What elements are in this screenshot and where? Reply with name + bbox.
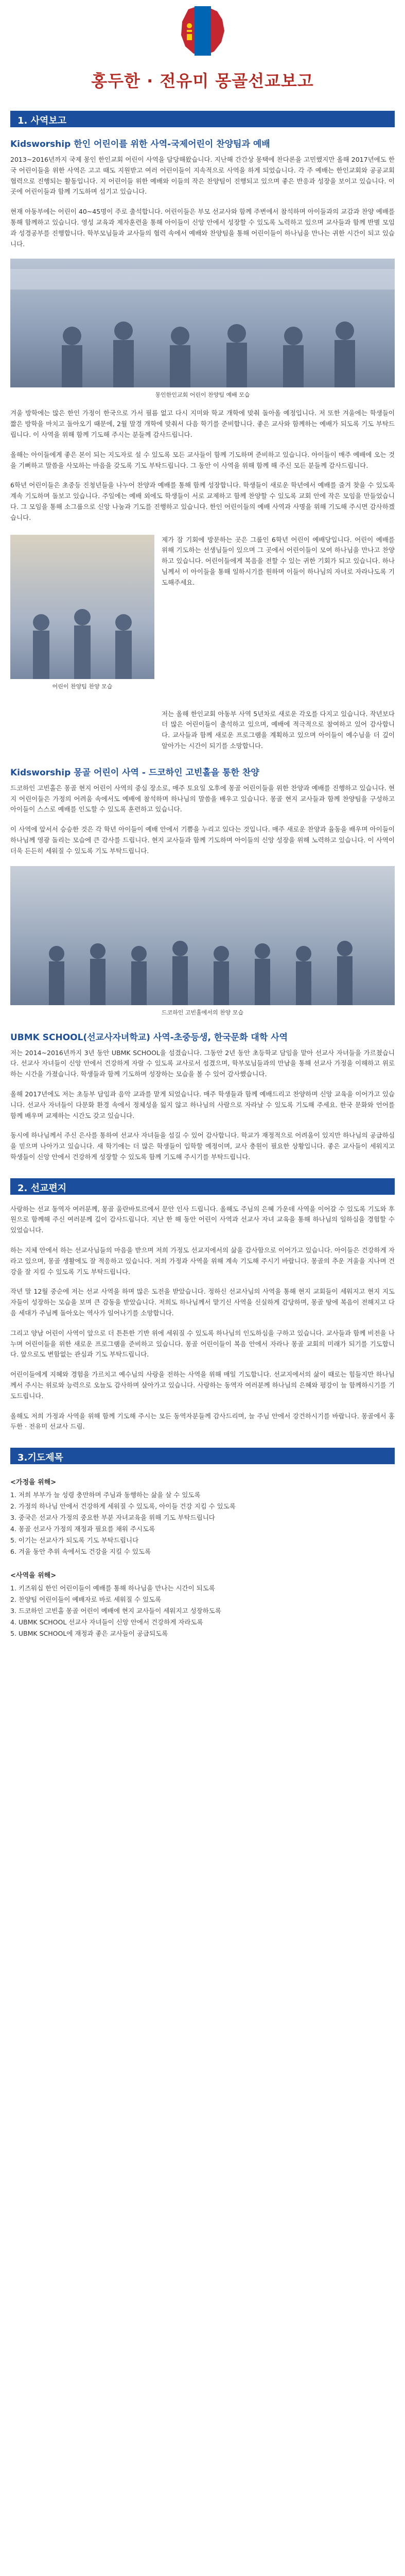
paragraph: 동시에 하나님께서 주신 은사를 통하여 선교사 자녀들을 섬길 수 있어 감사합니다. 학교가 재정적으로 어려움이 있지만 하나님의 공급하심을 믿으며 나아가고 있습니다. 새 학기에는 더 많은 학생들이 입학할 예정이며, 교사 충원이 필요한 상황입니다. 좋은 교사들이 세워지고 학생들이 신앙 안에서 건강하게 성장할 수 있도록 함께 기도해 주시기를 부탁드립니다. — [10, 1131, 395, 1161]
list-item: 4. 몽골 선교사 가정의 재정과 필요를 채워 주시도록 — [10, 1525, 155, 1533]
paragraph: 저는 올해 한인교회 아동부 사역 5년차로 새로운 각오를 다지고 있습니다. 작년보다 더 많은 어린이들이 출석하고 있으며, 예배에 적극적으로 참여하고 있어 감사합니다. 교사들과 함께 새로운 프로그램을 계획하고 있으며 아이들이 예수님을 더 깊이 알아가는 시간이 되기를 소망합니다. — [162, 709, 395, 750]
subheading-ubmk-school: UBMK SCHOOL(선교사자녀학교) 사역-초중등생, 한국문화 대학 사역 — [10, 1032, 288, 1043]
paragraph: 하는 지체 안에서 하는 선교사님들의 마음을 받으며 저희 가정도 선교지에서의 삶을 감사함으로 이어가고 있습니다. 아이들은 건강하게 자라고 있으며, 몽골 생활에도 잘 적응하고 있습니다. 저희 가정과 사역을 위해 계속 기도해 주시기 바랍니다. 몽골의 추운 겨울을 지나며 건강을 잘 지킬 수 있도록 기도 부탁드립니다. — [10, 1246, 395, 1276]
list-item: 2. 가정의 하나님 안에서 건강하게 세워질 수 있도록, 아이들 건강 지킴 수 있도록 — [10, 1502, 236, 1511]
prayer-family-list — [10, 1489, 395, 1557]
paragraph: 어린이들에게 지혜와 경험을 가르치고 예수님의 사랑을 전하는 사역을 위해 매일 기도합니다. 선교지에서의 삶이 때로는 힘들지만 하나님께서 주시는 위로와 능력으로 오늘도 감사하며 살아가고 있습니다. 사랑하는 동역자 여러분께 하나님의 은혜와 평강이 늘 함께하시기를 기도드립니다. — [10, 1370, 395, 1400]
photo-caption: 몽인한인교회 어린이 찬양팀 예배 모습 — [155, 392, 250, 399]
group-silhouette-icon — [10, 866, 395, 1005]
paragraph: 6학년 어린이들은 초중등 진청년들을 나누어 찬양과 예배를 통해 함께 성장합니다. 학생들이 새로운 학년에서 예배를 즐겨 찾을 수 있도록 계속 기도하며 돌보고 있습니다. 주일에는 예배 외에도 학생들이 서로 교제하고 함께 찬양할 수 있도록 교회 안에 작은 모임을 만들었습니다. 그 모임을 통해 소그룹으로 신앙 나눔과 기도를 진행하고 있습니다. 한인 어린이들의 예배 사역과 사명을 위해 기도해 주시면 감사하겠습니다. — [10, 481, 395, 521]
header — [0, 0, 405, 111]
list-item: 5. 이기는 선교사가 되도록 기도 부탁드립니다 — [10, 1536, 139, 1545]
children-silhouette-icon — [10, 535, 154, 679]
photo-kids-worship — [10, 259, 395, 387]
paragraph: 겨울 방학에는 많은 한인 가정이 한국으로 가서 필름 없고 다시 지미와 학교 개학에 맞춰 돌아올 예정입니다. 저 또한 겨울에는 학생들이 짧은 방학을 마치고 돌아오기 때문에, 2월 말경 개학에 맞춰서 다음 학기를 준비합니다. 좋은 교사와 함께하는 예배가 되도록 기도 부탁드립니다. 이 사역을 위해 함께 기도해 주시는 분들께 감사드립니다. — [10, 409, 395, 438]
page-title: 홍두한 · 전유미 몽골선교보고 — [91, 71, 314, 91]
ministry-section — [0, 137, 405, 1163]
paragraph: 2013~2016년까지 국제 몽인 한인교회 어린이 사역을 담당해왔습니다. 지난해 간간상 몽택에 찬다론을 고민했지만 올해 2017년에도 한국 어린이들을 위한 사역은 고고 때도 지원받고 여러 어린이들이 지속적으로 사역을 하게 되었습니다. 각 주 예배는 한인교회와 공공교회 협력으로 진행되는 활동입니다. 지 어린이들 위한 예배와 이들의 작은 찬양팀이 진행되고 있으며 좋은 반응과 성장을 보이고 있습니다. 이 곳에 어린이들과 함께 기도하며 섬기고 있습니다. — [10, 156, 395, 196]
paragraph: 그리고 양남 어린이 사역이 앞으로 더 튼튼한 기반 위에 세워질 수 있도록 하나님의 인도하심을 구하고 있습니다. 교사들과 함께 비전을 나누며 어린이들을 위한 새로운 프로그램을 준비하고 있습니다. 몽골 어린이들이 복음 안에서 자라나 몽골 교회의 미래가 되기를 기도합니다. 앞으로도 변함없는 관심과 기도 부탁드립니다. — [10, 1329, 395, 1359]
prayer-ministry-title: <사역을 위해> — [10, 1572, 57, 1580]
list-item: 3. 중국은 선교사 가정의 중요한 부분 자녀교육을 위해 기도 부탁드립니다 — [10, 1514, 215, 1522]
paragraph: 저는 2014~2016년까지 3년 동안 UBMK SCHOOL을 섬겼습니다. 그동안 2년 동안 초등학교 담임을 맡아 선교사 자녀들을 가르쳤습니다. 선교사 자녀들이 신앙 안에서 건강하게 자랄 수 있도록 교사로서 섬겼으며, 학부모님들과의 만남을 통해 선교사 가정을 이해하고 위로하는 시간을 가졌습니다. 학생들과 함께 기도하며 성장하는 모습을 볼 수 있어 감사했습니다. — [10, 1048, 395, 1078]
people-silhouette-icon — [10, 259, 395, 387]
section-heading-letter: 2. 선교편지 — [10, 1178, 395, 1195]
paragraph: 현재 아동부에는 어린이 40~45명이 주로 출석합니다. 어린이들은 부모 선교사와 함께 주변에서 참석하며 아이들과의 교감과 찬양 예배를 통해 함께하고 있습니다. 영성 교육과 제자훈련을 통해 아이들이 신앙 안에서 성장할 수 있도록 노력하고 있으며 교사들과 함께 반별 모임과 성경공부를 진행합니다. 학부모님들과 교사들의 협력 속에서 예배와 찬양팀을 통해 어린이들이 하나님을 만나는 귀한 시간이 되고 있습니다. — [10, 208, 395, 248]
mongolia-map-flag-icon — [178, 4, 227, 58]
subheading-kidsworship-mongol: Kidsworship 몽골 어린이 사역 - 드코하인 고빈홀을 통한 찬양 — [10, 767, 259, 778]
photo-kids-praise — [10, 535, 154, 679]
photo-block — [10, 535, 154, 698]
list-item: 1. 키즈워십 한인 어린이들이 예배를 통해 하나님을 만나는 시간이 되도록 — [10, 1584, 215, 1592]
paragraph: 올해는 아이들에게 좋은 본이 되는 지도자로 설 수 있도록 모든 교사들이 함께 기도하며 준비하고 있습니다. 아이들이 매주 예배에 오는 것을 기뻐하고 말씀을 사모하는 마음을 갖도록 기도 부탁드립니다. 그 동안 이 사역을 위해 함께 해 주신 모든 분들께 감사드립니다. — [10, 450, 395, 469]
photo-caption: 어린이 찬양팀 찬양 모습 — [52, 683, 113, 690]
section-heading-prayer: 3.기도제목 — [10, 1448, 395, 1464]
list-item: 6. 겨울 동안 추위 속에서도 건강을 지킬 수 있도록 — [10, 1548, 151, 1556]
paragraph: 올해 2017년에도 저는 초등부 담임과 음악 교과를 맡게 되었습니다. 매주 학생들과 함께 예배드리고 찬양하며 신앙 교육을 이어가고 있습니다. 선교사 자녀들이 다문화 환경 속에서 정체성을 잃지 않고 하나님의 사람으로 자라날 수 있도록 기도해 주세요. 한국 문화와 언어를 함께 배우며 교제하는 시간도 갖고 있습니다. — [10, 1090, 395, 1120]
letter-section — [0, 1204, 405, 1433]
list-item: 1. 저희 부부가 늘 성령 충만하며 주님과 동행하는 삶을 살 수 있도록 — [10, 1491, 201, 1499]
paragraph: 이 사역에 앞서서 승승한 것은 각 학년 아이들이 예배 안에서 기쁨을 누리고 있다는 것입니다. 매주 새로운 찬양과 율동을 배우며 아이들이 하나님께 영광 돌리는 모습에 큰 감사를 드립니다. 현지 교사들과 함께 기도하며 아이들의 신앙 성장을 위해 노력하고 있습니다. 이 사역이 더욱 든든히 세워질 수 있도록 기도 부탁드립니다. — [10, 825, 395, 855]
list-item: 2. 찬양팀 어린이들이 예배자로 바로 세워질 수 있도록 — [10, 1596, 162, 1604]
photo-mongol-kids — [10, 866, 395, 1005]
prayer-section — [0, 1477, 405, 1639]
image-text-row — [10, 535, 395, 698]
list-item: 4. UBMK SCHOOL 선교사 자녀들이 신앙 안에서 건강하게 자라도록 — [10, 1618, 203, 1626]
paragraph: 올해도 저희 가정과 사역을 위해 함께 기도해 주시는 모든 동역자분들께 감사드리며, 늘 주님 안에서 강건하시기를 바랍니다. 몽골에서 홍두한 · 전유미 선교사 드림. — [10, 1412, 395, 1431]
photo-caption: 드코하인 고빈홀에서의 찬양 모습 — [161, 1009, 244, 1016]
prayer-family-title: <가정을 위해> — [10, 1479, 57, 1487]
section-heading-ministry: 1. 사역보고 — [10, 111, 395, 127]
list-item: 3. 드코하인 고빈홀 몽골 어린이 예배에 현지 교사들이 세워지고 성장하도록 — [10, 1607, 221, 1615]
paragraph: 제가 잠 기회에 방문하는 곳은 그룹인 6학년 어린이 예배당입니다. 어린이 예배를 위해 기도하는 선생님들이 있으며 그 곳에서 어린이들이 모여 하나님을 만나고 찬양하고 있습니다. 어린이들에게 복음을 전할 수 있는 귀한 기회가 되고 있습니다. 하나님께서 이 아이들을 통해 일하시기를 원하며 이들이 하나님의 자녀로 자라나도록 기도해주세요. — [162, 535, 395, 586]
list-item: 5. UBMK SCHOOL에 재정과 좋은 교사들이 공급되도록 — [10, 1630, 168, 1638]
subheading-kidsworship-korean: Kidsworship 한인 어린이를 위한 사역-국제어린이 찬양팀과 예배 — [10, 139, 270, 149]
paragraph: 드코하인 고빈홀은 몽골 현지 어린이 사역의 중심 장소로, 매주 토요일 오후에 몽골 어린이들을 위한 찬양과 예배를 진행하고 있습니다. 현지 어린이들은 가정의 어려움 속에서도 예배에 참석하며 하나님의 말씀을 배우고 있습니다. 몽골 현지 교사들과 함께 찬양팀을 구성하고 아이들이 스스로 예배를 인도할 수 있도록 훈련하고 있습니다. — [10, 784, 395, 814]
paragraph: 작년 말 12월 중순에 저는 선교 사역을 하며 많은 도전을 받았습니다. 정하신 선교사님의 사역을 통해 현지 교회들이 세워지고 현지 지도자들이 성장하는 모습을 보며 큰 감동을 받았습니다. 저희도 하나님께서 맡기신 사역을 신실하게 감당하며, 몽골 땅에 복음이 전해지고 다음 세대가 주님께 돌아오는 역사가 일어나기를 소망합니다. — [10, 1287, 395, 1317]
paragraph: 사랑하는 선교 동역자 여러분께, 몽골 울란바토르에서 문안 인사 드립니다. 올해도 주님의 은혜 가운데 사역을 이어갈 수 있도록 기도와 후원으로 함께해 주신 여러분께 깊이 감사드립니다. 지난 한 해 동안 어린이 사역과 선교사 자녀 교육을 통해 하나님의 일하심을 경험할 수 있었습니다. — [10, 1205, 395, 1234]
prayer-ministry-list — [10, 1583, 395, 1639]
